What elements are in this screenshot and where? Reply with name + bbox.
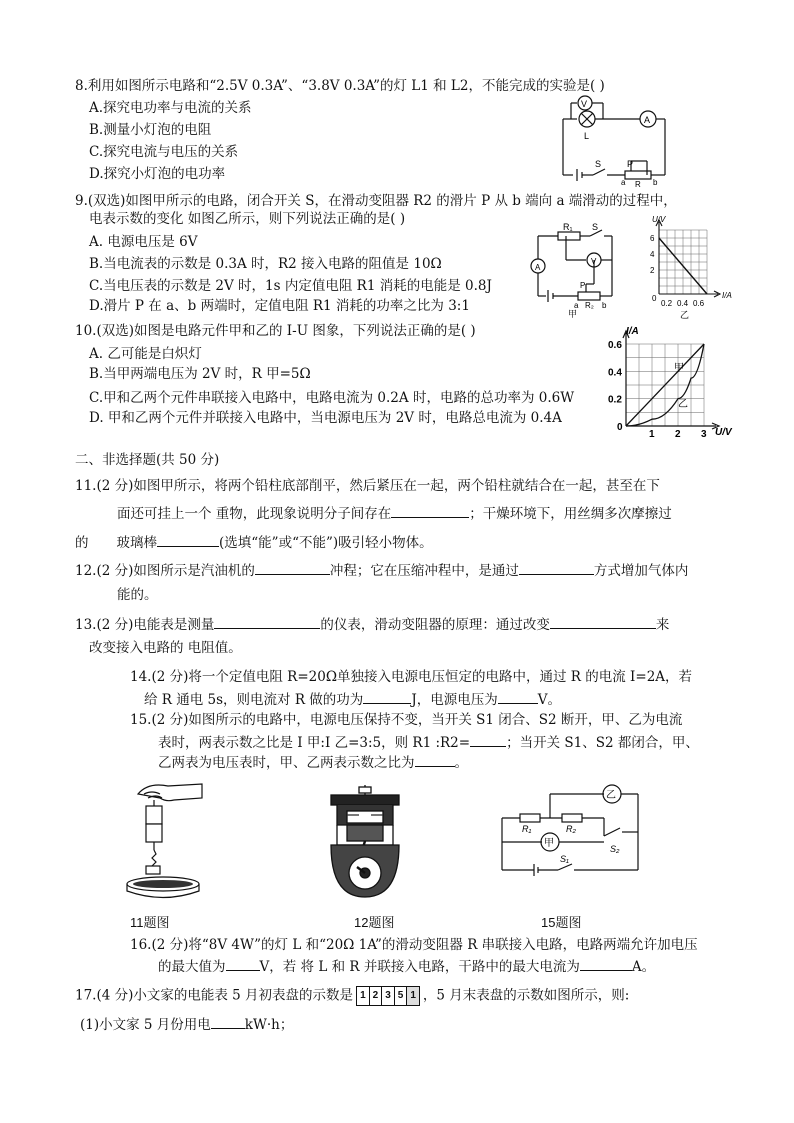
q8-stem: 8.利用如图所示电路和“2.5V 0.3A”、“3.8V 0.3A”的灯 L1 和 L2，不能完成的实验是( ) bbox=[75, 78, 605, 94]
q16-blank-1[interactable] bbox=[226, 956, 260, 971]
q10-option-b: B.当甲两端电压为 2V 时，R 甲=5Ω bbox=[89, 366, 311, 382]
q15-line-3: 乙两表为电压表时，甲、乙两表示数之比为 。 bbox=[158, 752, 468, 772]
q16-line-1: 16.(2 分)将“8V 4W”的灯 L 和“20Ω 1A”的滑动变阻器 R 串联接入电路，电路两端允许加电压 bbox=[130, 937, 698, 953]
q9-graph-origin: 0 bbox=[652, 294, 657, 303]
q10-option-a: A. 乙可能是白炽灯 bbox=[89, 346, 202, 362]
q9-option-a: A. 电源电压是 6V bbox=[89, 234, 198, 250]
q16-line-2: 的最大值为 V，若 将 L 和 R 并联接入电路，干路中的最大电流为 A。 bbox=[158, 956, 655, 976]
fig15-meter-yi: 乙 bbox=[606, 790, 616, 801]
q9-voltmeter-label: V bbox=[591, 257, 597, 266]
q9-end-a: a bbox=[574, 301, 579, 310]
fig11-caption: 11题图 bbox=[130, 915, 170, 930]
fig11-lead-cylinders bbox=[118, 780, 208, 902]
q14-line-2: 给 R 通电 5s，则电流对 R 做的功为 J，电源电压为 V。 bbox=[144, 689, 561, 709]
q11-line-2: 面还可挂上一个 重物，此现象说明分子间存在 ；干燥环境下，用丝绸多次摩擦过 bbox=[117, 503, 672, 523]
q9-option-c: C.当电压表的示数是 2V 时，1s 内定值电阻 R1 消耗的电能是 0.8J bbox=[89, 278, 492, 294]
q9-circuit-figure bbox=[528, 222, 620, 319]
q15-blank-2[interactable] bbox=[415, 752, 455, 767]
fig12-caption: 12题图 bbox=[354, 915, 395, 930]
q14-blank-1[interactable] bbox=[363, 689, 411, 704]
q8-option-b: B.测量小灯泡的电阻 bbox=[89, 122, 212, 138]
q11-blank-2[interactable] bbox=[157, 532, 219, 547]
y-tick-label: 0.2 bbox=[608, 394, 622, 406]
q8-option-c: C.探究电流与电压的关系 bbox=[89, 144, 239, 160]
q13-blank-1[interactable] bbox=[214, 614, 320, 629]
q9-graph-ytick: 4 bbox=[650, 250, 655, 259]
q13-blank-2[interactable] bbox=[550, 614, 656, 629]
q15-blank-1[interactable] bbox=[470, 732, 506, 747]
q8-ammeter-label: A bbox=[644, 115, 651, 125]
q12-blank-1[interactable] bbox=[255, 560, 330, 575]
q9-circuit-caption: 甲 bbox=[568, 309, 578, 319]
q8-switch-label: S bbox=[595, 159, 602, 169]
q11-line-3: 的 玻璃棒 (选填“能”或“不能”)吸引轻小物体。 bbox=[75, 532, 433, 552]
q8-circuit-figure bbox=[555, 95, 675, 187]
fig15-circuit bbox=[492, 780, 642, 880]
fig15-r1-label: R₁ bbox=[522, 824, 532, 834]
q14-blank-2[interactable] bbox=[498, 689, 538, 704]
x-tick-label: 3 bbox=[701, 429, 707, 440]
q10-iu-chart bbox=[606, 327, 746, 442]
q10-option-d: D. 甲和乙两个元件并联接入电路中，当电源电压为 2V 时，电路总电流为 0.4A bbox=[89, 410, 562, 426]
q10-chart-ylabel: I/A bbox=[626, 326, 639, 337]
meter-digit: 5 bbox=[395, 987, 408, 1005]
q9-r1-label: R₁ bbox=[563, 222, 573, 232]
q9-stem-2: 电表示数的变化 如图乙所示，则下列说法正确的是( ) bbox=[89, 211, 406, 227]
x-tick-label: 2 bbox=[675, 429, 681, 440]
q9-slider-label: P bbox=[580, 281, 586, 290]
y-tick-label: 0.4 bbox=[608, 367, 622, 379]
q8-voltmeter-label: V bbox=[581, 99, 588, 109]
q9-end-b: b bbox=[602, 301, 607, 310]
q17-sub-1: (1)小文家 5 月份用电 kW·h； bbox=[80, 1014, 293, 1034]
q15-line-2: 表时，两表示数之比是 I 甲:I 乙=3:5，则 R1 :R2= ；当开关 S1、S2 都闭合，甲、 bbox=[158, 732, 699, 752]
q17-line-1: 17.(4 分)小文家的电能表 5 月初表盘的示数是 1 2 3 5 1 ，5 月末表盘的示数如图所示，则: bbox=[75, 986, 629, 1006]
meter-digit: 1 bbox=[407, 987, 419, 1005]
q13-line-1: 13.(2 分)电能表是测量 的仪表，滑动变阻器的原理：通过改变 来 bbox=[75, 614, 669, 634]
q16-blank-2[interactable] bbox=[580, 956, 632, 971]
y-tick-label: 0 bbox=[617, 422, 623, 433]
meter-digit: 1 bbox=[357, 987, 370, 1005]
fig15-s1-label: S₁ bbox=[560, 854, 569, 864]
q10-option-c: C.甲和乙两个元件串联接入电路中，电路电流为 0.2A 时，电路的总功率为 0.6W bbox=[89, 390, 575, 406]
q11-blank-1[interactable] bbox=[391, 503, 469, 518]
q9-graph-xtick: 0.6 bbox=[693, 299, 705, 308]
fig12-engine bbox=[325, 785, 405, 900]
q9-option-d: D.滑片 P 在 a、b 两端时，定值电阻 R1 消耗的功率之比为 3:1 bbox=[89, 298, 470, 314]
q10-stem: 10.(双选)如图是电路元件甲和乙的 I-U 图象，下列说法正确的是( ) bbox=[75, 323, 476, 339]
q9-graph-figure bbox=[632, 214, 744, 322]
meter-reading-box bbox=[356, 986, 420, 1006]
q14-line-1: 14.(2 分)将一个定值电阻 R=20Ω单独接入电源电压恒定的电路中，通过 R 的电流 I=2A，若 bbox=[130, 669, 693, 685]
q8-slider-label: P bbox=[627, 159, 634, 169]
q8-option-d: D.探究小灯泡的电功率 bbox=[89, 166, 226, 182]
q15-line-1: 15.(2 分)如图所示的电路中，电源电压保持不变，当开关 S1 闭合、S2 断开，甲、乙为电流 bbox=[130, 712, 683, 728]
fig15-r2-label: R₂ bbox=[566, 824, 576, 834]
q9-r2-label: R₂ bbox=[585, 301, 594, 310]
q9-ammeter-label: A bbox=[535, 263, 541, 272]
section-title: 二、非选择题(共 50 分) bbox=[75, 452, 220, 468]
q8-end-a: a bbox=[621, 178, 626, 187]
q12-blank-2[interactable] bbox=[519, 560, 594, 575]
q8-option-a: A.探究电功率与电流的关系 bbox=[89, 100, 252, 116]
q9-graph-ytick: 2 bbox=[650, 266, 655, 275]
q11-line-1: 11.(2 分)如图甲所示，将两个铅柱底部削平，然后紧压在一起，两个铅柱就结合在一起，甚至在下 bbox=[75, 478, 660, 494]
q17-blank-1[interactable] bbox=[211, 1014, 245, 1029]
q12-line-2: 能的。 bbox=[117, 587, 158, 603]
meter-digit: 3 bbox=[382, 987, 395, 1005]
q8-end-b: b bbox=[653, 178, 658, 187]
q9-graph-ylabel: U/V bbox=[652, 215, 666, 224]
q9-option-b: B.当电流表的示数是 0.3A 时，R2 接入电路的阻值是 10Ω bbox=[89, 256, 442, 272]
fig15-meter-jia: 甲 bbox=[544, 838, 554, 849]
fig15-s2-label: S₂ bbox=[610, 844, 620, 854]
q10-series-label-yi: 乙 bbox=[678, 399, 688, 410]
q8-lamp-label: L bbox=[584, 131, 590, 141]
meter-digit: 2 bbox=[370, 987, 383, 1005]
q9-graph-xlabel: I/A bbox=[722, 291, 732, 300]
q9-graph-xtick: 0.4 bbox=[677, 299, 689, 308]
y-tick-label: 0.6 bbox=[608, 340, 622, 351]
q12-line-1: 12.(2 分)如图所示是汽油机的 冲程；它在压缩冲程中，是通过 方式增加气体内 bbox=[75, 560, 688, 580]
q9-stem-1: 9.(双选)如图甲所示的电路，闭合开关 S，在滑动变阻器 R2 的滑片 P 从 b 端向 a 端滑动的过程中， bbox=[75, 193, 677, 209]
q8-rheostat-label: R bbox=[635, 180, 641, 189]
q10-chart-xlabel: U/V bbox=[715, 427, 732, 438]
fig15-caption: 15题图 bbox=[541, 915, 582, 930]
q9-switch-label: S bbox=[592, 222, 599, 232]
q10-series-label-jia: 甲 bbox=[674, 363, 684, 374]
q9-graph-xtick: 0.2 bbox=[661, 299, 673, 308]
q9-graph-ytick: 6 bbox=[650, 234, 655, 243]
x-tick-label: 1 bbox=[649, 429, 655, 440]
q9-graph-caption: 乙 bbox=[680, 310, 690, 320]
q13-line-2: 改变接入电路的 电阻值。 bbox=[89, 640, 242, 656]
